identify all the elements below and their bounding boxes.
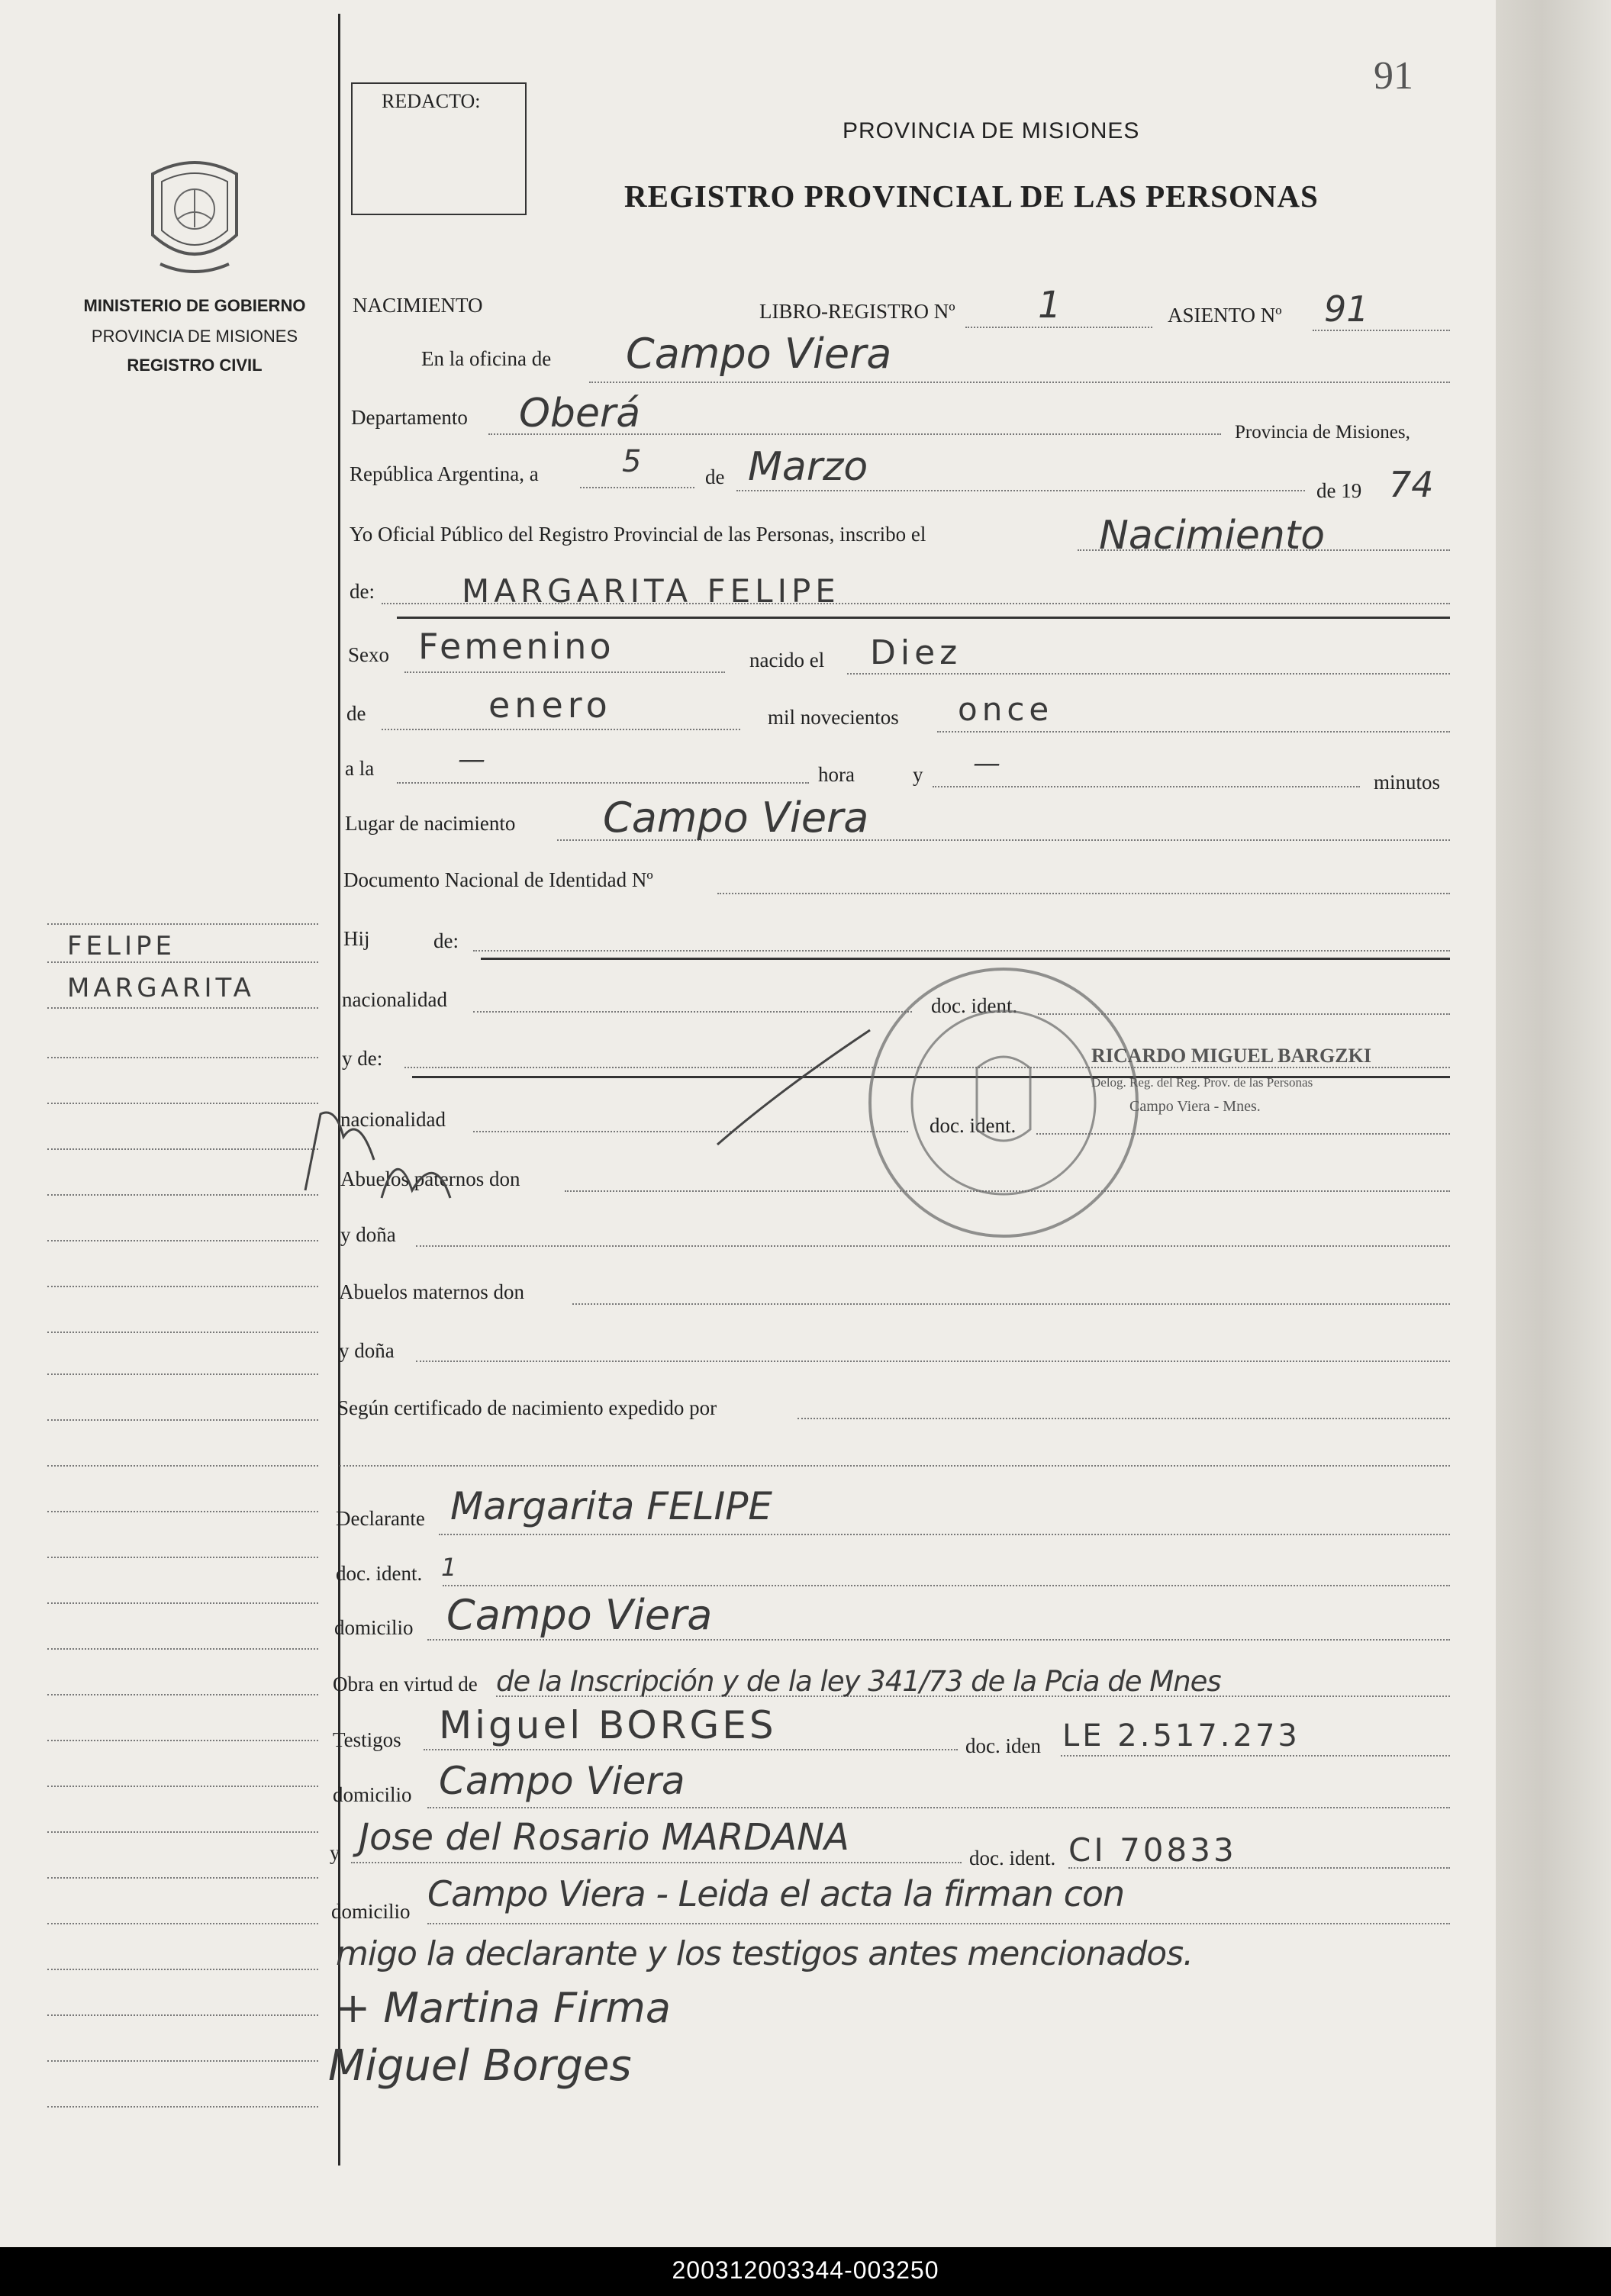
declarante-doc-line xyxy=(443,1585,1450,1586)
departamento-label: Departamento xyxy=(351,406,468,429)
testigo2-domicilio-line xyxy=(427,1923,1450,1924)
ministry-line-2: PROVINCIA DE MISIONES xyxy=(91,327,298,346)
testigo1-domicilio-line xyxy=(427,1807,1450,1808)
domicilio-label: domicilio xyxy=(331,1900,411,1923)
abuelos-maternos-label: Abuelos maternos don xyxy=(339,1280,524,1303)
abuela-materna-line xyxy=(416,1361,1450,1362)
margin-rule xyxy=(47,2106,318,2108)
padre-line xyxy=(473,950,1450,952)
minutos-value: — xyxy=(973,748,1000,779)
margin-rule xyxy=(47,923,318,925)
folio-number: 91 xyxy=(1374,54,1413,98)
sexo-label: Sexo xyxy=(348,643,389,666)
oficina-line xyxy=(589,382,1450,383)
sexo-line xyxy=(404,671,725,673)
nacionalidad-label: nacionalidad xyxy=(340,1108,446,1131)
testigo1-domicilio-value: Campo Viera xyxy=(439,1759,685,1803)
de-19-label: de 19 xyxy=(1316,479,1362,502)
padre-underline xyxy=(481,958,1450,960)
obra-value: de la Inscripción y de la ley 341/73 de la Pcia de Mnes xyxy=(496,1665,1221,1698)
asiento-label: ASIENTO Nº xyxy=(1168,304,1282,327)
de-mes-label: de xyxy=(346,702,366,725)
domicilio-label: domicilio xyxy=(333,1783,412,1806)
segun-line xyxy=(797,1418,1450,1419)
doc-ident-label: doc. ident. xyxy=(930,1114,1017,1137)
margin-rule xyxy=(47,1694,318,1695)
provincia-label: Provincia de Misiones, xyxy=(1235,422,1410,443)
minutos-line xyxy=(933,786,1360,787)
domicilio-label: domicilio xyxy=(334,1616,414,1639)
margin-rule xyxy=(47,1923,318,1924)
dona-label: y doña xyxy=(339,1339,395,1362)
hora-value: — xyxy=(458,744,485,775)
margin-rule xyxy=(47,1103,318,1104)
dia-value: 5 xyxy=(622,444,642,479)
testigo2-domicilio-value: Campo Viera - Leida el acta la firman con xyxy=(427,1873,1125,1914)
libro-value: 1 xyxy=(1038,284,1062,327)
officer-town: Campo Viera - Mnes. xyxy=(1129,1098,1261,1115)
doc-ident-label: doc. ident. xyxy=(931,994,1018,1017)
hora-line xyxy=(397,782,809,784)
oficial-label: Yo Oficial Público del Registro Provincial de las Personas, inscribo el xyxy=(350,523,926,546)
margin-rule xyxy=(47,1148,318,1150)
libro-line xyxy=(965,327,1152,328)
declarante-doc-label: doc. ident. xyxy=(336,1562,423,1585)
dni-line xyxy=(717,893,1450,894)
registry-title: REGISTRO PROVINCIAL DE LAS PERSONAS xyxy=(624,179,1319,214)
testigos-label: Testigos xyxy=(333,1728,401,1751)
domicilio-line xyxy=(427,1639,1450,1641)
lugar-label: Lugar de nacimiento xyxy=(345,812,516,835)
margin-rule xyxy=(47,1007,318,1009)
nacido-anio-line xyxy=(937,731,1450,733)
margin-rule xyxy=(47,1057,318,1058)
margin-rule xyxy=(47,1419,318,1421)
nacido-anio-value: once xyxy=(958,691,1054,728)
testigo2-doc-value: CI 70833 xyxy=(1068,1831,1237,1869)
oficina-value: Campo Viera xyxy=(626,330,892,378)
signature-scribbles xyxy=(290,969,939,1229)
margin-rule xyxy=(47,1286,318,1287)
nacimiento-label: NACIMIENTO xyxy=(353,294,483,317)
margin-rule xyxy=(47,1648,318,1650)
margin-rule xyxy=(47,1602,318,1604)
mil-label: mil novecientos xyxy=(768,706,899,729)
officer-name: RICARDO MIGUEL BARGZKI xyxy=(1091,1045,1371,1067)
officer-stamp xyxy=(1084,1038,1442,1122)
asiento-value: 91 xyxy=(1324,288,1369,330)
nacionalidad-label: nacionalidad xyxy=(342,988,447,1011)
declarante-label: Declarante xyxy=(336,1507,425,1530)
closing-note: migo la declarante y los testigos antes mencionados. xyxy=(336,1934,1194,1973)
margin-rule xyxy=(47,1740,318,1741)
margin-rule xyxy=(47,1194,318,1196)
redacto-box xyxy=(351,82,527,215)
testigo1-doc-label: doc. iden xyxy=(965,1734,1041,1757)
testigo1-value: Miguel BORGES xyxy=(439,1703,777,1747)
testigo2-value: Jose del Rosario MARDANA xyxy=(359,1816,849,1859)
margin-rule xyxy=(47,1831,318,1833)
nacido-dia-value: Diez xyxy=(870,633,962,672)
de-nombre-label: de: xyxy=(350,580,375,603)
declarante-domicilio-value: Campo Viera xyxy=(446,1591,713,1639)
asiento-line xyxy=(1313,330,1450,331)
margin-rule xyxy=(47,961,318,963)
anio-value: 74 xyxy=(1389,464,1434,505)
margin-rule xyxy=(47,1511,318,1512)
margin-rule xyxy=(47,1786,318,1787)
lugar-value: Campo Viera xyxy=(603,794,869,842)
dia-line xyxy=(580,487,694,488)
republica-label: República Argentina, a xyxy=(350,462,539,485)
testigo1-doc-value: LE 2.517.273 xyxy=(1062,1718,1300,1753)
declarante-doc-value: 1 xyxy=(441,1553,457,1582)
libro-label: LIBRO-REGISTRO Nº xyxy=(759,300,955,323)
image-id: 200312003344-003250 xyxy=(672,2256,939,2284)
y-testigo-label: y xyxy=(330,1841,340,1864)
mes-line xyxy=(736,490,1305,491)
dni-label: Documento Nacional de Identidad Nº xyxy=(343,868,653,891)
nacido-line xyxy=(847,673,1450,675)
margin-rule xyxy=(47,2014,318,2016)
obra-label: Obra en virtud de xyxy=(333,1673,478,1695)
margin-rule xyxy=(47,2060,318,2062)
margin-rule xyxy=(47,1877,318,1879)
testigo1-doc-line xyxy=(1061,1755,1450,1757)
nacido-label: nacido el xyxy=(749,649,825,671)
y-de-label: y de: xyxy=(342,1047,383,1070)
sexo-value: Femenino xyxy=(418,626,614,667)
testigo2-line xyxy=(351,1862,962,1863)
officer-title: Delog. Reg. del Reg. Prov. de las Personas xyxy=(1091,1075,1313,1090)
abuelo-materno-line xyxy=(572,1303,1450,1305)
y-label: y xyxy=(913,763,923,786)
margin-rule xyxy=(47,1240,318,1241)
nacido-mes-value: enero xyxy=(488,684,612,726)
segun-line-2 xyxy=(340,1465,1450,1467)
departamento-value: Oberá xyxy=(519,391,641,436)
abuelos-paternos-label: Abuelos paternos don xyxy=(340,1167,520,1190)
hora-label: hora xyxy=(818,763,855,786)
nacido-mes-line xyxy=(382,729,740,730)
margin-rule xyxy=(47,1465,318,1467)
testigo2-doc-label: doc. ident. xyxy=(969,1847,1056,1869)
abuela-paterna-line xyxy=(416,1245,1450,1247)
dona-label: y doña xyxy=(340,1223,396,1246)
ministry-line-1: MINISTERIO DE GOBIERNO xyxy=(83,296,306,315)
nombre-value: MARGARITA FELIPE xyxy=(462,572,840,610)
page-edge xyxy=(1496,0,1611,2247)
margin-rule xyxy=(47,1557,318,1558)
de-label: de xyxy=(705,465,725,488)
witness-signature: Miguel Borges xyxy=(328,2041,632,2091)
mes-value: Marzo xyxy=(748,444,868,490)
mark-note: + Martina Firma xyxy=(336,1984,671,2032)
hij-de-label: de: xyxy=(433,929,459,952)
hij-label: Hij xyxy=(343,927,370,950)
testigo1-line xyxy=(424,1749,958,1750)
margin-rule xyxy=(47,1332,318,1333)
margin-rule xyxy=(47,1373,318,1375)
province-header: PROVINCIA DE MISIONES xyxy=(843,118,1140,143)
margin-rule xyxy=(47,1969,318,1970)
segun-label: Según certificado de nacimiento expedido por xyxy=(337,1396,717,1419)
a-la-label: a la xyxy=(345,757,375,780)
minutos-label: minutos xyxy=(1374,771,1441,794)
acto-value: Nacimiento xyxy=(1099,513,1326,559)
declarante-value: Margarita FELIPE xyxy=(450,1484,772,1528)
ministry-line-3: REGISTRO CIVIL xyxy=(127,356,263,375)
margin-given-name: MARGARITA xyxy=(67,973,255,1003)
nombre-underline xyxy=(397,617,1450,619)
redacto-label: REDACTO: xyxy=(382,90,481,112)
margin-surname: FELIPE xyxy=(67,931,176,961)
province-seal-icon xyxy=(137,151,252,275)
declarante-line xyxy=(439,1534,1450,1535)
oficina-label: En la oficina de xyxy=(421,347,552,370)
